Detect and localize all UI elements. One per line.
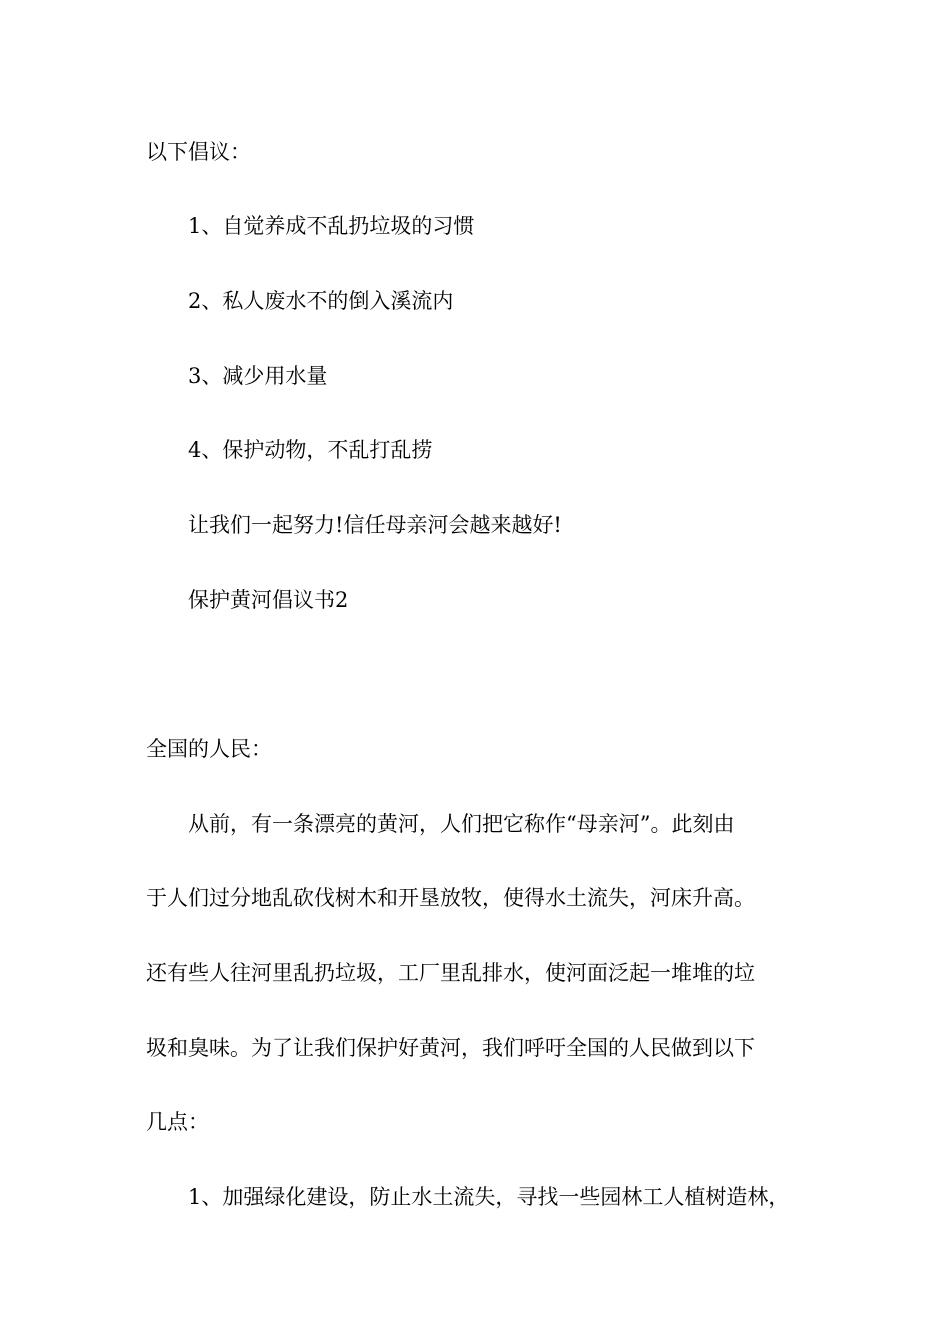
body-line-2: 于人们过分地乱砍伐树木和开垦放牧，使得水土流失，河床升高。: [146, 886, 755, 910]
list-item-1: 1、自觉养成不乱扔垃圾的习惯: [188, 214, 475, 238]
paragraph-closing: 让我们一起努力!信任母亲河会越来越好!: [188, 513, 562, 537]
body-line-4: 圾和臭味。为了让我们保护好黄河，我们呼吁全国的人民做到以下: [146, 1036, 755, 1060]
list-item-2: 2、私人废水不的倒入溪流内: [188, 289, 454, 313]
body-line-5: 几点：: [146, 1110, 209, 1134]
list-item-3: 3、减少用水量: [188, 364, 328, 388]
body-line-1: 从前，有一条漂亮的黄河，人们把它称作“母亲河”。此刻由: [188, 812, 735, 836]
section-title: 保护黄河倡议书2: [188, 588, 349, 612]
paragraph-intro: 以下倡议：: [146, 140, 251, 164]
list-item-b1: 1、加强绿化建设，防止水土流失，寻找一些园林工人植树造林，: [188, 1185, 790, 1209]
salutation: 全国的人民：: [146, 737, 272, 761]
body-line-3: 还有些人往河里乱扔垃圾，工厂里乱排水，使河面泛起一堆堆的垃: [146, 961, 755, 985]
list-item-4: 4、保护动物，不乱打乱捞: [188, 438, 433, 462]
